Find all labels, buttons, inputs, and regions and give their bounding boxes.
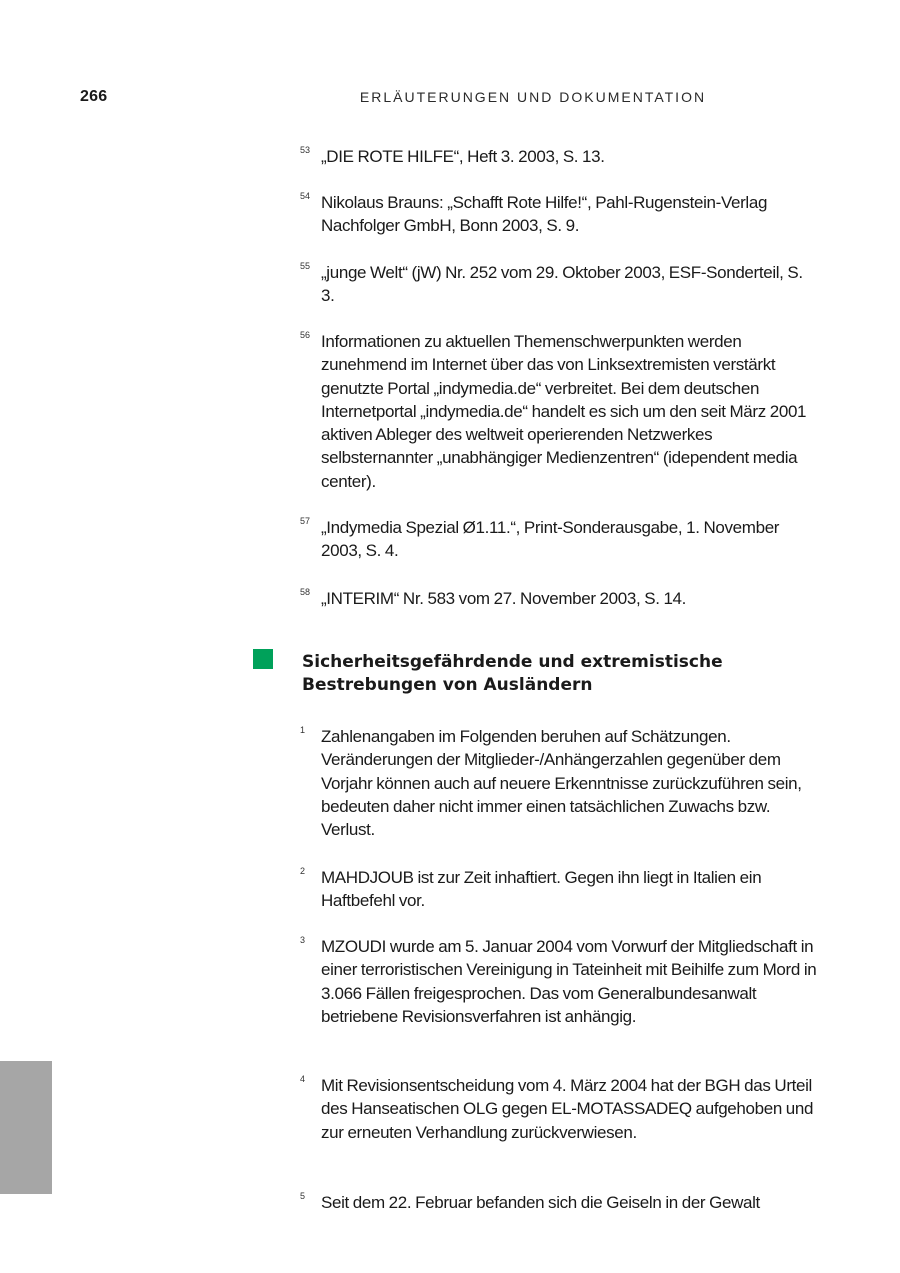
endnote-57: [300, 516, 820, 563]
endnote-number: 3: [300, 935, 306, 945]
endnote-text: Nikolaus Brauns: „Schafft Rote Hilfe!“, Pahl-Rugenstein-Verlag Nachfolger GmbH, Bonn 2003, S. 9.: [321, 193, 768, 236]
page-number: 266: [80, 88, 108, 105]
endnote-number: 54: [300, 191, 311, 201]
endnote-text: Seit dem 22. Februar befanden sich die Geiseln in der Gewalt: [321, 1193, 760, 1212]
endnote-text: „junge Welt“ (jW) Nr. 252 vom 29. Oktober 2003, ESF-Sonderteil, S. 3.: [321, 263, 803, 306]
endnote-5: [300, 1191, 820, 1214]
endnote-53: [300, 145, 820, 168]
endnote-1: [300, 725, 820, 841]
section-title-line-2: Bestrebungen von Ausländern: [302, 675, 593, 695]
endnote-55: [300, 261, 820, 308]
endnote-2: [300, 866, 820, 913]
endnote-text: „INTERIM“ Nr. 583 vom 27. November 2003, S. 14.: [321, 589, 687, 608]
running-header: ERLÄUTERUNGEN UND DOKUMENTATION: [359, 89, 707, 105]
endnote-4: [300, 1074, 820, 1144]
endnote-58: [300, 587, 820, 610]
section-title: [302, 651, 822, 697]
endnote-56: [300, 330, 820, 493]
endnote-text: MZOUDI wurde am 5. Januar 2004 vom Vorwurf der Mitgliedschaft in einer terroristischen Vereinigung in Tateinheit mit Beihilfe zum Mord in 3.066 Fällen freigesprochen. Das vom Generalbundesanwalt betriebene Revisionsverfahren ist anhängig.: [321, 937, 817, 1026]
endnote-number: 5: [300, 1191, 306, 1201]
endnote-number: 4: [300, 1074, 306, 1084]
endnote-text: Informationen zu aktuellen Themenschwerpunkten werden zunehmend im Internet über das von Linksextremisten verstärkt genutzte Portal „indymedia.de“ verbreitet. Bei dem deutschen Internetportal „indymedia.de“ handelt es sich um den seit März 2001 aktiven Ableger des weltweit operierenden Netzwerkes selbsternannter „unabhängiger Medienzentren“ (idependent media center).: [321, 332, 807, 491]
endnote-text: „DIE ROTE HILFE“, Heft 3. 2003, S. 13.: [321, 147, 605, 166]
endnote-number: 57: [300, 516, 311, 526]
chapter-side-tab: [0, 1061, 52, 1194]
endnote-number: 56: [300, 330, 311, 340]
section-title-line-1: Sicherheitsgefährdende und extremistische: [302, 652, 723, 672]
endnote-number: 53: [300, 145, 311, 155]
endnote-number: 1: [300, 725, 306, 735]
section-marker: [253, 649, 273, 669]
endnote-54: [300, 191, 820, 238]
endnote-3: [300, 935, 820, 1028]
endnote-text: „Indymedia Spezial Ø1.11.“, Print-Sonderausgabe, 1. November 2003, S. 4.: [321, 518, 780, 561]
endnote-number: 58: [300, 587, 311, 597]
endnote-number: 2: [300, 866, 306, 876]
endnote-text: Mit Revisionsentscheidung vom 4. März 2004 hat der BGH das Urteil des Hanseatischen OLG gegen EL-MOTASSADEQ aufgehoben und zur erneuten Verhandlung zurückverwiesen.: [321, 1076, 814, 1142]
endnote-text: MAHDJOUB ist zur Zeit inhaftiert. Gegen ihn liegt in Italien ein Haftbefehl vor.: [321, 868, 762, 911]
endnote-text: Zahlenangaben im Folgenden beruhen auf Schätzungen. Veränderungen der Mitglieder-/Anhängerzahlen gegenüber dem Vorjahr können auch auf neuere Erkenntnisse zurückzuführen sein, bedeuten daher nicht immer einen tatsächlichen Zuwachs bzw. Verlust.: [321, 727, 802, 840]
endnote-number: 55: [300, 261, 311, 271]
